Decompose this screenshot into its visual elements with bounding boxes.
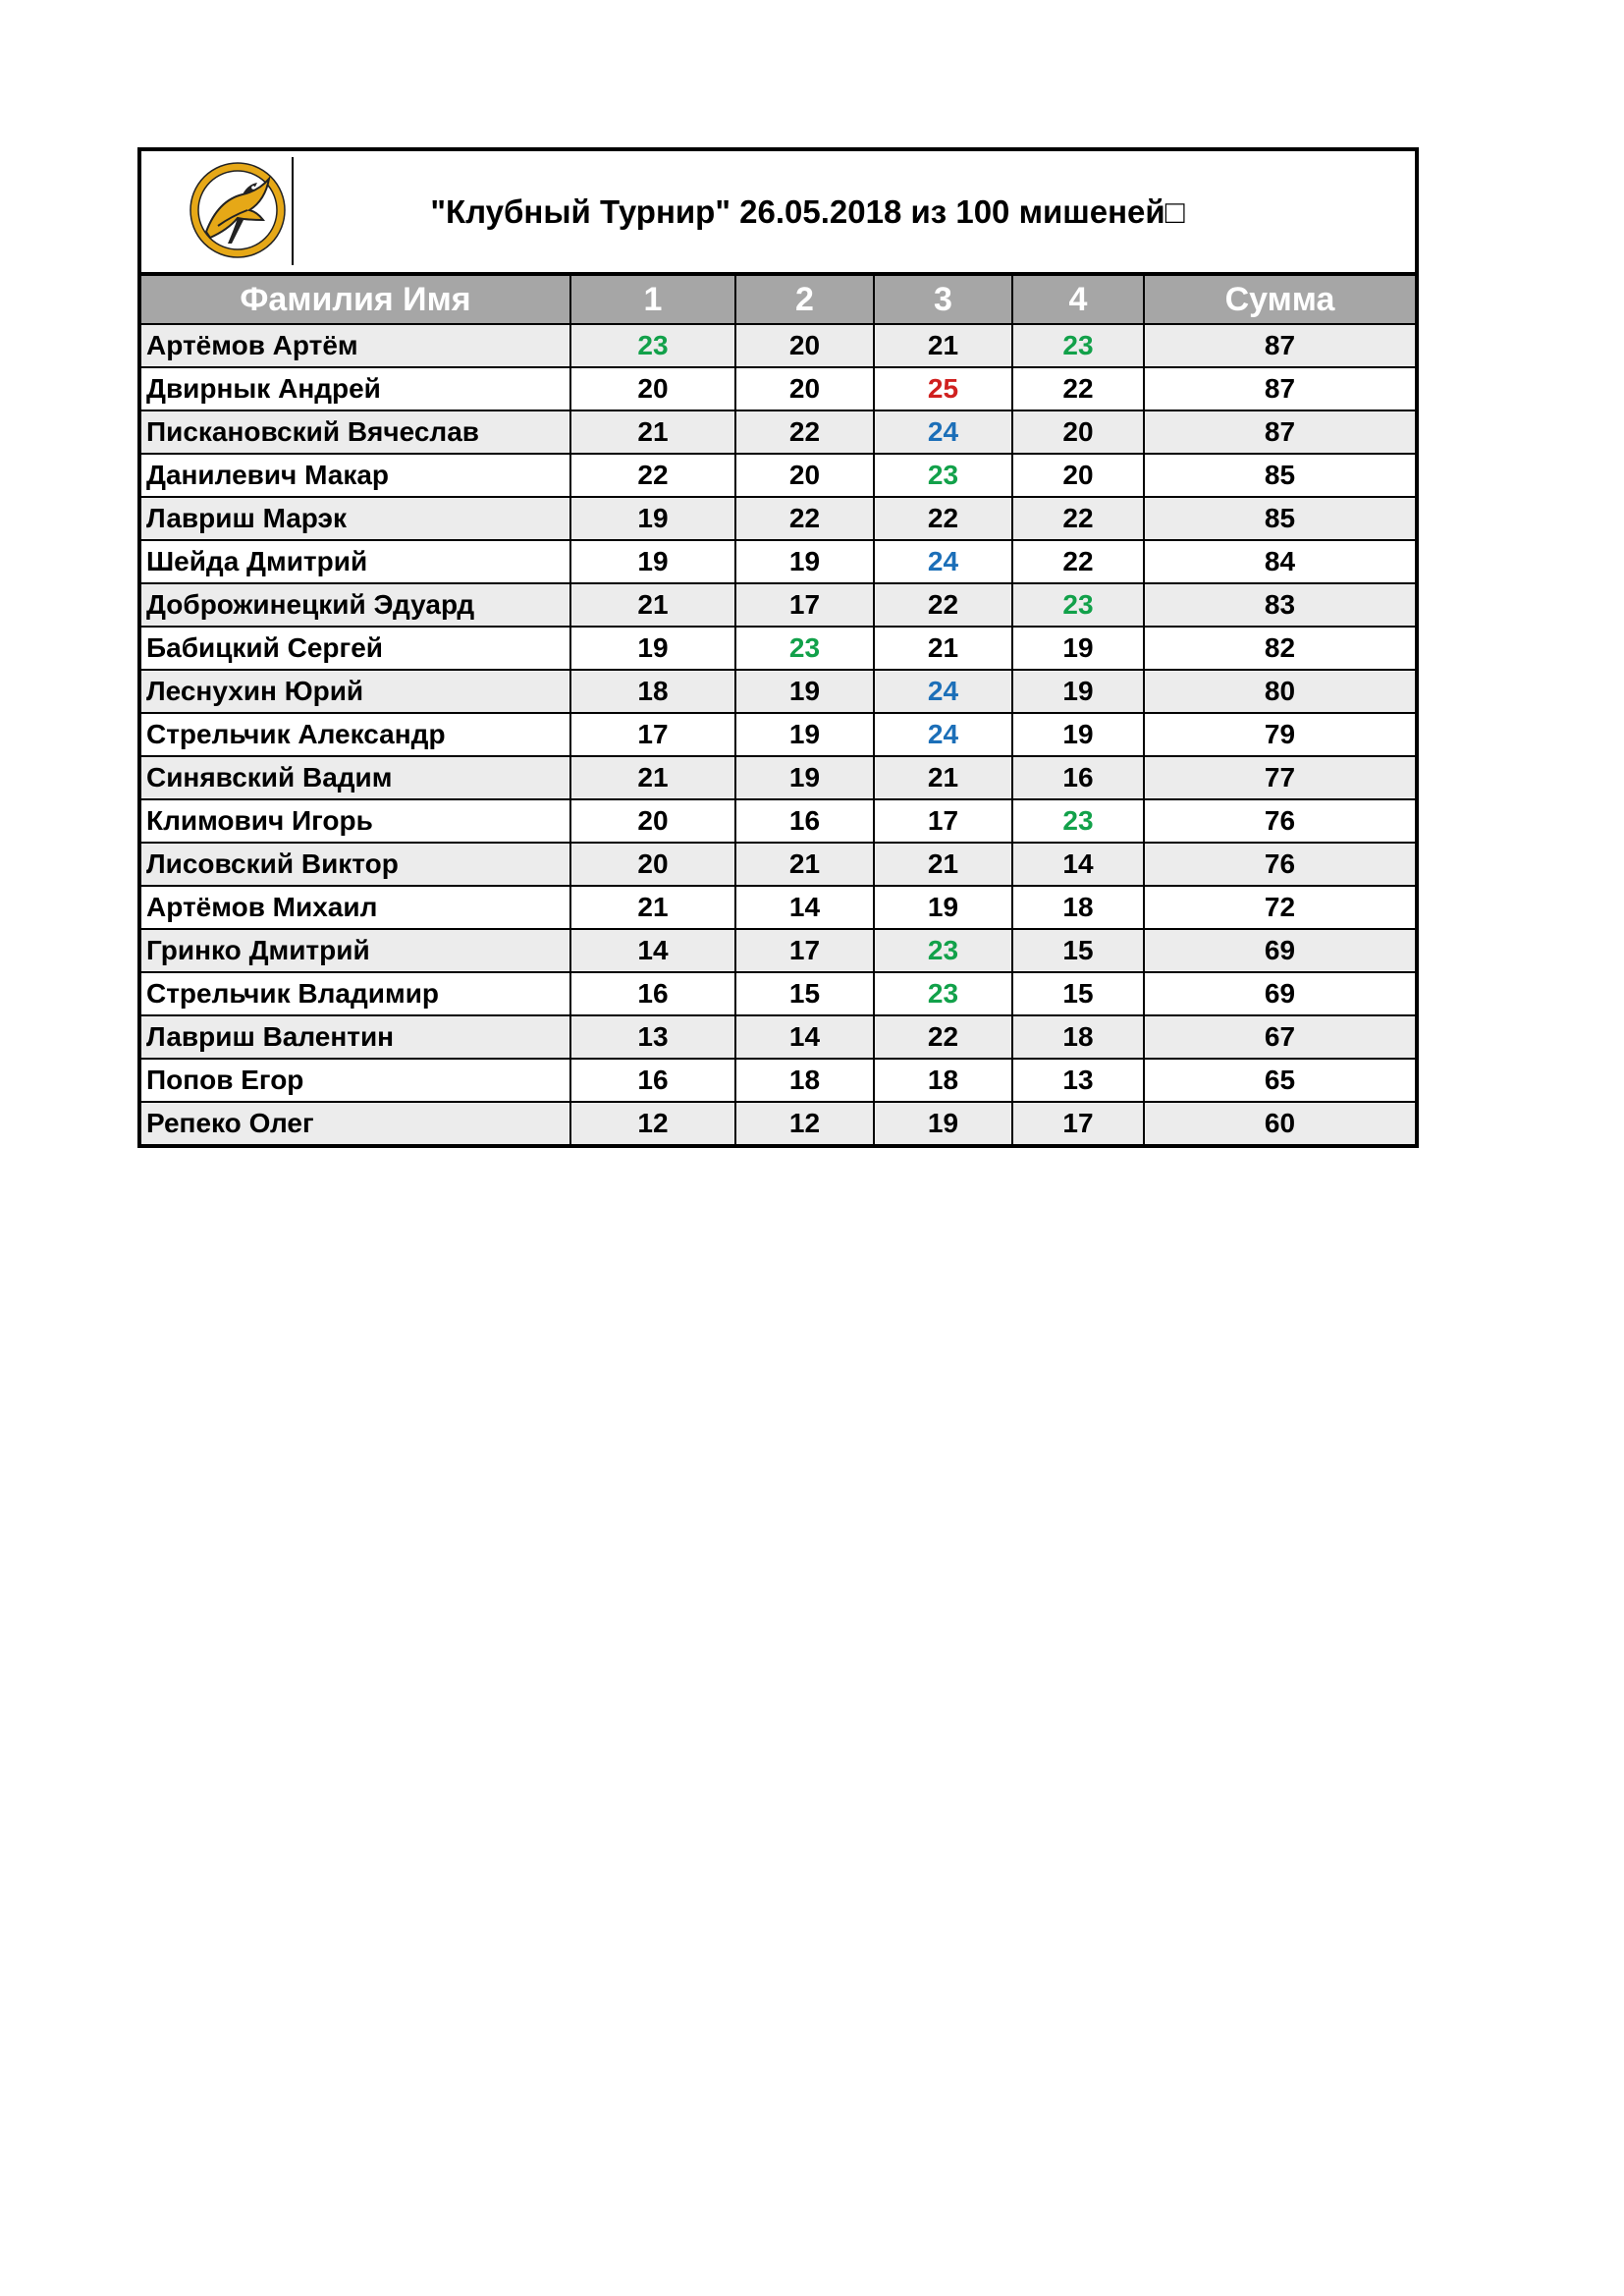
table-row <box>141 756 1415 799</box>
round-4-score: 18 <box>1012 1015 1144 1059</box>
column-header-total: Сумма <box>1144 276 1415 324</box>
total-score: 82 <box>1144 627 1415 670</box>
round-2-score: 16 <box>735 799 874 843</box>
round-1-score: 20 <box>570 367 735 410</box>
round-1-score: 23 <box>570 324 735 367</box>
total-score: 76 <box>1144 799 1415 843</box>
round-1-score: 21 <box>570 410 735 454</box>
table-row <box>141 627 1415 670</box>
shooter-name: Лисовский Виктор <box>141 843 570 886</box>
total-score: 85 <box>1144 497 1415 540</box>
shooter-name: Артёмов Михаил <box>141 886 570 929</box>
table-row <box>141 410 1415 454</box>
round-3-score: 23 <box>874 972 1012 1015</box>
page-title: "Клубный Турнир" 26.05.2018 из 100 мишеней□ <box>430 192 1185 230</box>
round-3-score: 17 <box>874 799 1012 843</box>
table-row <box>141 1059 1415 1102</box>
round-2-score: 14 <box>735 1015 874 1059</box>
round-4-score: 23 <box>1012 324 1144 367</box>
shooter-name: Синявский Вадим <box>141 756 570 799</box>
round-2-score: 22 <box>735 497 874 540</box>
results-sheet <box>137 147 1419 1148</box>
round-3-score: 23 <box>874 454 1012 497</box>
table-row <box>141 670 1415 713</box>
round-4-score: 13 <box>1012 1059 1144 1102</box>
round-3-score: 25 <box>874 367 1012 410</box>
total-score: 80 <box>1144 670 1415 713</box>
round-3-score: 21 <box>874 756 1012 799</box>
round-1-score: 22 <box>570 454 735 497</box>
column-header-name: Фамилия Имя <box>141 276 570 324</box>
table-row <box>141 799 1415 843</box>
round-4-score: 19 <box>1012 713 1144 756</box>
round-1-score: 12 <box>570 1102 735 1144</box>
shooter-name: Стрельчик Александр <box>141 713 570 756</box>
total-score: 87 <box>1144 410 1415 454</box>
round-3-score: 24 <box>874 670 1012 713</box>
round-4-score: 20 <box>1012 410 1144 454</box>
table-row <box>141 367 1415 410</box>
shooter-name: Доброжинецкий Эдуард <box>141 583 570 627</box>
table-row <box>141 540 1415 583</box>
round-4-score: 23 <box>1012 583 1144 627</box>
round-4-score: 19 <box>1012 627 1144 670</box>
total-score: 85 <box>1144 454 1415 497</box>
total-score: 87 <box>1144 367 1415 410</box>
total-score: 76 <box>1144 843 1415 886</box>
round-3-score: 21 <box>874 627 1012 670</box>
round-4-score: 15 <box>1012 972 1144 1015</box>
table-row <box>141 497 1415 540</box>
round-1-score: 21 <box>570 583 735 627</box>
table-row <box>141 972 1415 1015</box>
shooter-name: Стрельчик Владимир <box>141 972 570 1015</box>
round-1-score: 20 <box>570 799 735 843</box>
round-3-score: 21 <box>874 324 1012 367</box>
shooter-name: Леснухин Юрий <box>141 670 570 713</box>
shooter-name: Бабицкий Сергей <box>141 627 570 670</box>
table-row <box>141 454 1415 497</box>
round-1-score: 13 <box>570 1015 735 1059</box>
table-row <box>141 324 1415 367</box>
shooter-name: Репеко Олег <box>141 1102 570 1144</box>
column-header-round-3: 3 <box>874 276 1012 324</box>
shooter-name: Климович Игорь <box>141 799 570 843</box>
round-2-score: 20 <box>735 324 874 367</box>
shooter-name: Шейда Дмитрий <box>141 540 570 583</box>
round-3-score: 21 <box>874 843 1012 886</box>
logo-divider <box>292 157 294 265</box>
results-body <box>141 324 1415 1144</box>
round-2-score: 14 <box>735 886 874 929</box>
total-score: 87 <box>1144 324 1415 367</box>
total-score: 65 <box>1144 1059 1415 1102</box>
round-4-score: 20 <box>1012 454 1144 497</box>
total-score: 60 <box>1144 1102 1415 1144</box>
round-3-score: 22 <box>874 583 1012 627</box>
results-table <box>141 276 1415 1144</box>
table-row <box>141 1015 1415 1059</box>
round-1-score: 18 <box>570 670 735 713</box>
round-1-score: 16 <box>570 1059 735 1102</box>
round-1-score: 21 <box>570 756 735 799</box>
round-3-score: 24 <box>874 713 1012 756</box>
round-2-score: 23 <box>735 627 874 670</box>
total-score: 69 <box>1144 929 1415 972</box>
table-row <box>141 886 1415 929</box>
round-4-score: 19 <box>1012 670 1144 713</box>
round-2-score: 18 <box>735 1059 874 1102</box>
round-3-score: 24 <box>874 410 1012 454</box>
round-2-score: 19 <box>735 670 874 713</box>
round-4-score: 18 <box>1012 886 1144 929</box>
round-2-score: 20 <box>735 367 874 410</box>
table-row <box>141 713 1415 756</box>
round-2-score: 19 <box>735 756 874 799</box>
club-logo <box>189 161 287 259</box>
round-1-score: 16 <box>570 972 735 1015</box>
round-2-score: 15 <box>735 972 874 1015</box>
round-2-score: 21 <box>735 843 874 886</box>
title-row <box>141 151 1415 276</box>
round-3-score: 19 <box>874 1102 1012 1144</box>
shooter-name: Лавриш Валентин <box>141 1015 570 1059</box>
round-1-score: 21 <box>570 886 735 929</box>
round-1-score: 19 <box>570 540 735 583</box>
round-2-score: 17 <box>735 583 874 627</box>
table-row <box>141 929 1415 972</box>
total-score: 72 <box>1144 886 1415 929</box>
shooter-name: Гринко Дмитрий <box>141 929 570 972</box>
shooter-name: Пискановский Вячеслав <box>141 410 570 454</box>
shooter-name: Артёмов Артём <box>141 324 570 367</box>
round-2-score: 19 <box>735 713 874 756</box>
total-score: 67 <box>1144 1015 1415 1059</box>
shooter-name: Двирнык Андрей <box>141 367 570 410</box>
round-1-score: 20 <box>570 843 735 886</box>
round-3-score: 24 <box>874 540 1012 583</box>
round-2-score: 17 <box>735 929 874 972</box>
round-2-score: 20 <box>735 454 874 497</box>
table-row <box>141 583 1415 627</box>
table-row <box>141 843 1415 886</box>
round-3-score: 22 <box>874 1015 1012 1059</box>
round-2-score: 12 <box>735 1102 874 1144</box>
shooter-name: Лавриш Марэк <box>141 497 570 540</box>
round-3-score: 18 <box>874 1059 1012 1102</box>
round-3-score: 23 <box>874 929 1012 972</box>
header-row <box>141 276 1415 324</box>
round-4-score: 16 <box>1012 756 1144 799</box>
total-score: 79 <box>1144 713 1415 756</box>
column-header-round-1: 1 <box>570 276 735 324</box>
total-score: 83 <box>1144 583 1415 627</box>
column-header-round-2: 2 <box>735 276 874 324</box>
shooter-name: Данилевич Макар <box>141 454 570 497</box>
round-3-score: 22 <box>874 497 1012 540</box>
round-1-score: 19 <box>570 627 735 670</box>
round-4-score: 22 <box>1012 367 1144 410</box>
round-1-score: 14 <box>570 929 735 972</box>
round-4-score: 14 <box>1012 843 1144 886</box>
round-4-score: 23 <box>1012 799 1144 843</box>
round-1-score: 17 <box>570 713 735 756</box>
column-header-round-4: 4 <box>1012 276 1144 324</box>
total-score: 69 <box>1144 972 1415 1015</box>
round-4-score: 22 <box>1012 540 1144 583</box>
shooter-name: Попов Егор <box>141 1059 570 1102</box>
total-score: 77 <box>1144 756 1415 799</box>
round-3-score: 19 <box>874 886 1012 929</box>
round-4-score: 22 <box>1012 497 1144 540</box>
round-4-score: 15 <box>1012 929 1144 972</box>
round-1-score: 19 <box>570 497 735 540</box>
round-4-score: 17 <box>1012 1102 1144 1144</box>
table-row <box>141 1102 1415 1144</box>
round-2-score: 22 <box>735 410 874 454</box>
round-2-score: 19 <box>735 540 874 583</box>
total-score: 84 <box>1144 540 1415 583</box>
